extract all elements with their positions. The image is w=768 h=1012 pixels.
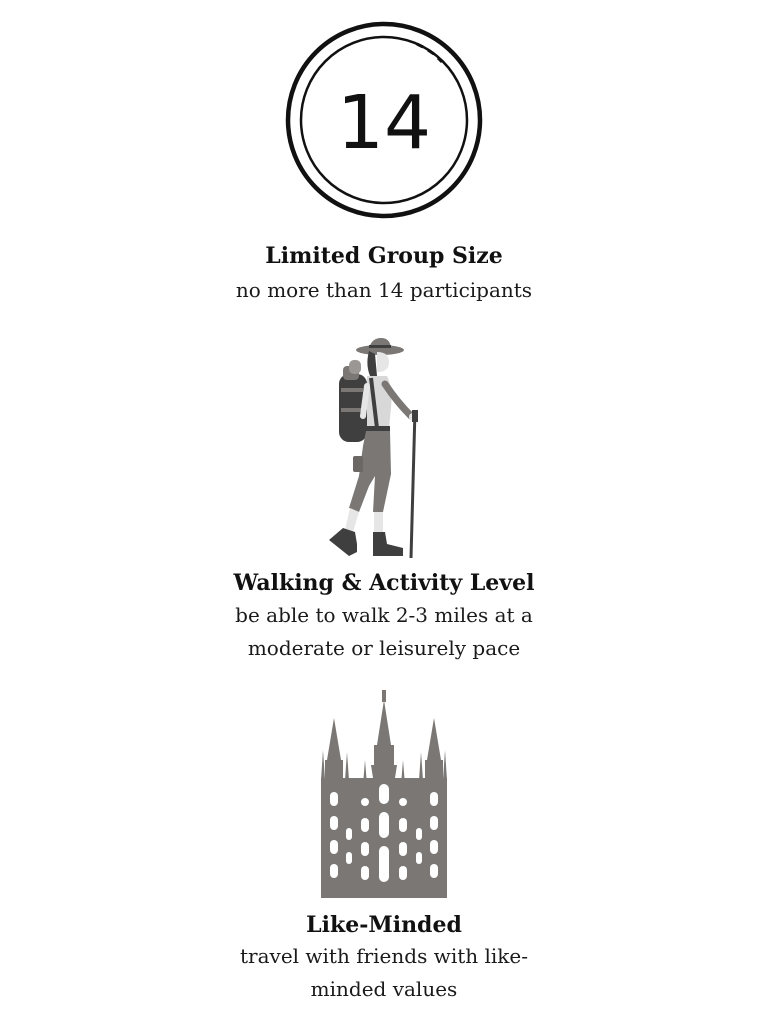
group-size-section <box>0 242 768 307</box>
activity-section <box>0 569 768 665</box>
group-size-badge <box>0 20 768 220</box>
temple-illustration <box>0 690 768 900</box>
group-size-title: Limited Group Size <box>265 243 503 269</box>
hiker-illustration <box>0 336 768 562</box>
like-minded-title: Like-Minded <box>306 912 462 938</box>
like-minded-description: travel with friends with like-minded values <box>240 944 528 1001</box>
circle-number-badge-icon <box>284 20 484 220</box>
hiker-icon <box>329 336 439 562</box>
badge-number: 14 <box>336 80 432 166</box>
activity-title: Walking & Activity Level <box>233 570 535 596</box>
group-size-description: no more than 14 participants <box>235 278 533 302</box>
temple-icon <box>319 690 449 900</box>
like-minded-section <box>0 911 768 1006</box>
activity-description: be able to walk 2-3 miles at a moderate or leisurely pace <box>235 603 533 660</box>
